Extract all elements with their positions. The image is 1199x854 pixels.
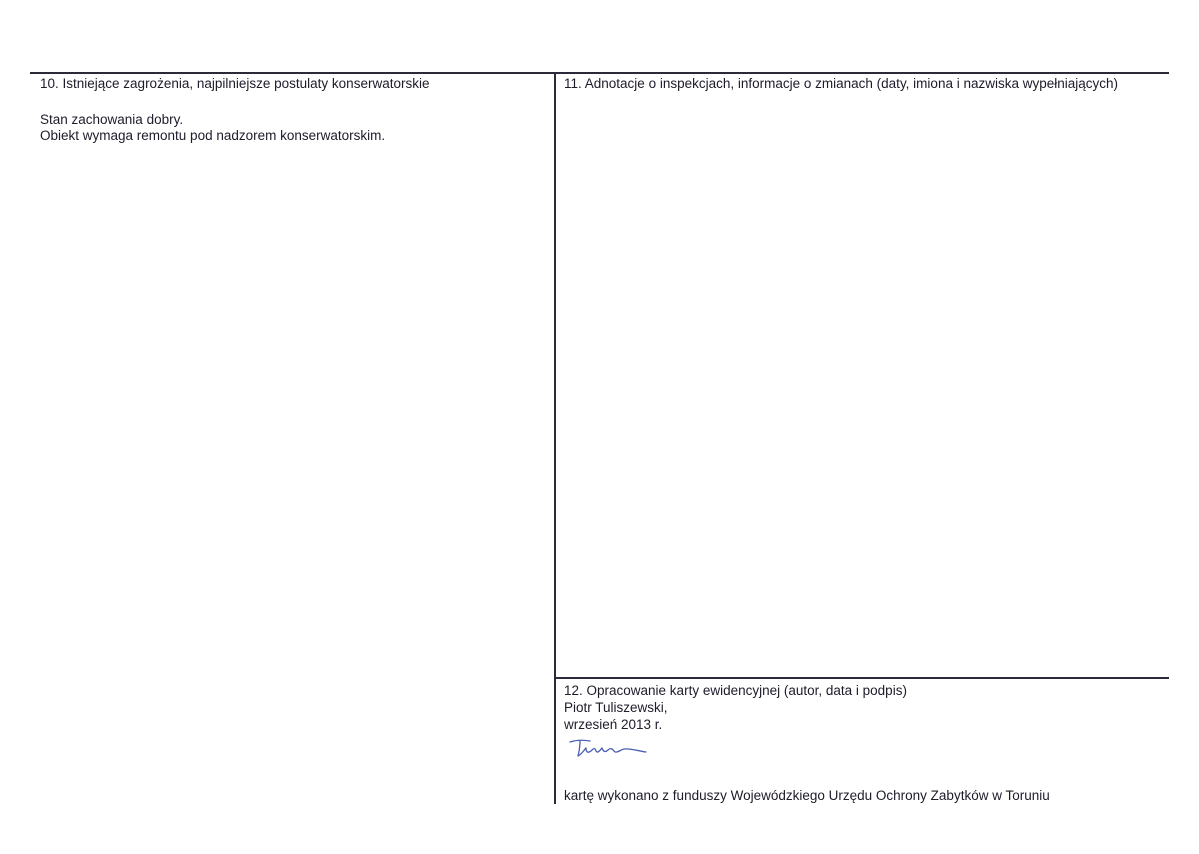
section-10-heading: 10. Istniejące zagrożenia, najpilniejsze postulaty konserwatorskie <box>40 76 430 91</box>
signature <box>568 736 658 760</box>
section-10-line-2: Obiekt wymaga remontu pod nadzorem konserwatorskim. <box>40 128 386 143</box>
top-rule <box>30 72 1169 74</box>
section-12-heading: 12. Opracowanie karty ewidencyjnej (autor, data i podpis) <box>564 683 907 698</box>
section-12-date: wrzesień 2013 r. <box>564 717 663 732</box>
column-divider <box>554 72 556 804</box>
section-12-author: Piotr Tuliszewski, <box>564 700 668 715</box>
section-12-rule <box>555 677 1169 679</box>
section-12-footer: kartę wykonano z funduszy Wojewódzkiego Urzędu Ochrony Zabytków w Toruniu <box>564 788 1050 803</box>
section-10-line-1: Stan zachowania dobry. <box>40 112 184 127</box>
section-11-heading: 11. Adnotacje o inspekcjach, informacje o zmianach (daty, imiona i nazwiska wypełniających) <box>564 76 1119 91</box>
